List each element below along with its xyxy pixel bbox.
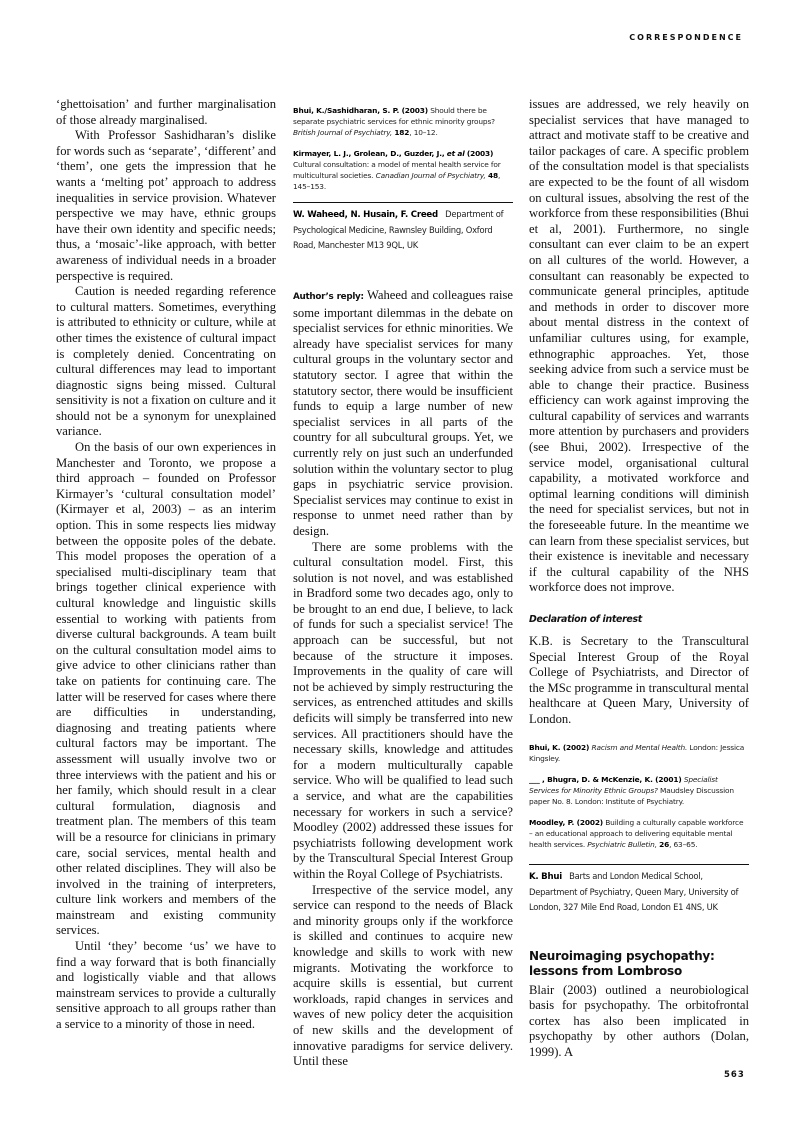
reference-item [293,105,513,138]
reference-list [293,105,513,192]
article-title [529,949,749,979]
ref-volume: 26 [659,839,670,849]
reference-item [529,817,749,850]
divider [529,864,749,865]
ref-journal: British Journal of Psychiatry, [293,128,393,137]
ref-publisher: London: Jessica Kingsley. [529,742,745,763]
ref-title: Building a culturally capable workforce – an educational approach to delivering equitable mental health services. [529,817,744,849]
article-title-line: Neuroimaging psychopathy: [529,948,715,963]
ref-title: Racism and Mental Health. [591,742,688,752]
ref-year: (2003) [466,149,494,158]
ref-authors: Moodley, P. (2002) [529,817,604,827]
reply-text: Waheed and colleagues raise some important dilemmas in the debate on specialist services for ethnic minorities. We already have specialist services for many cultural groups in the voluntary sector and statutory sector. I agree that within the statutory sector, there would be insufficient funds to equip a large number of new specialist services in all parts of the country for all subcultural groups. Yet, we currently rely on just such an underfunded solution within the voluntary sector to plug gaps in psychiatric service provision. Specialist services may continue to exist in response to unmet need rather than by design. [293,288,514,538]
page-number: 563 [724,1070,745,1080]
ref-title: Cultural consultation: a model of mental health service for multicultural societies. [293,160,501,180]
ref-title: Specialist Services for Minority Ethnic Groups? [529,774,718,795]
ref-etal: et al [446,149,465,158]
article-text: Blair (2003) outlined a neurobiological basis for psychopathy. The orbitofrontal cortex has also been implicated in psychopathy by other authors (Dolan, 1999). A [529,982,749,1059]
paragraph: issues are addressed, we rely heavily on specialist services that have managed to attract and motivate staff to be creative and tailor packages of care. A specific problem of the consultation model is that specialists are expected to be the fount of all wisdom on cultural issues, absolving the rest of the workforce from these responsibilities (Bhui et al, 2001). Furthermore, no single consultant can ever claim to be an expert on all cultures of the world. However, a consultant can reasonably be expected to communicate general principles, aptitude and methods in order to discover more about mental distress in the context of unfamiliar cultures using, for example, ethnographic approaches. Yet, those seeking advice from such a service must be able to change their practice. Business efficiency can work against improving the cultural capability of services and warrants more attention by purchasers and providers (see Bhui, 2002). Irrespective of the service model, organisational cultural capability, a motivated workforce and optimal learning conditions will diminish the need for specialist services, but not in the foreseeable future. In the meantime we can learn from these specialist services, but their existence is inevitable and necessary if the cultural capability of the NHS workforce does not improve. [529,97,749,595]
paragraph: Irrespective of the service model, any service can respond to the needs of Black and minority groups only if the workforce is skilled and continues to acquire new knowledge and skills to work with new migrants. Motivating the workforce to acquire skills is essential, but current workloads, rapid changes in services and waves of new policy deter the acquisition of new skills and the development of innovative paradigms for service delivery. Until these [293,882,513,1069]
column-2 [293,97,513,1070]
ref-pages: , 145–153. [293,171,501,191]
paragraph: On the basis of our own experiences in Manchester and Toronto, we propose a third approach – founded on Professor Kirmayer’s ‘cultural consultation model’ (Kirmayer et al, 2003) – as an interim option. This in some respects lies midway between the opposite poles of the debate. This model proposes the operation of a specialised multi-disciplinary team that brings together clinical experience with cultural knowledge and linguistic skills essential to working with patients from diverse cultural backgrounds. A team built on the cultural consultation model aims to give advice to other clinicians rather than take on patients for continuing care. The latter will be reserved for cases where there are difficulties in understanding, diagnosing and treating patients where cultural factors may be important. The assessment will usually involve two or three interviews with the patient and his or her family, which should result in a clear cultural formulation, diagnosis and treatment plan. The members of this team will be a resource for clinicians in primary care, social services, mental health and other related disciplines. They will also be involved in the training of interpreters, culture link workers and members of the mainstream and existing community services. [56,440,276,938]
reference-list [529,742,749,850]
ref-pages: , 63–65. [669,839,698,849]
ref-authors: ___ , Bhugra, D. & McKenzie, K. (2001) [529,774,682,784]
reference-item [529,774,749,807]
ref-volume: 48 [487,171,498,180]
paragraph: ‘ghettoisation’ and further marginalisation of those already marginalised. [56,97,276,127]
author-names: K. Bhui [529,871,562,882]
declaration-heading: Declaration of interest [529,614,642,625]
author-names: W. Waheed, N. Husain, F. Creed [293,210,438,220]
ref-pages: , 10–12. [409,128,438,137]
paragraph: Until ‘they’ become ‘us’ we have to find a way forward that is both financially and logistically viable and that allows mainstream services to provide a culturally sensitive approach to all groups rather than a service to a minority of those in need. [56,939,276,1032]
column-1 [56,97,276,1033]
ref-journal: Psychiatric Bulletin, [587,839,657,849]
declaration-text: K.B. is Secretary to the Transcultural Special Interest Group of the Royal College of Psychiatrists, and Director of the MSc programme in transcultural mental healthcare at Queen Mary, University of London. [529,634,749,726]
author-affiliation [293,207,513,253]
divider [293,202,513,203]
ref-authors: Kirmayer, L. J., Grolean, D., Guzder, J., [293,149,445,158]
column-3 [529,97,749,1061]
reply-lead: Author’s reply: [293,292,364,302]
paragraph: Caution is needed regarding reference to cultural matters. Sometimes, everything is attributed to ethnicity or culture, while at other times the existence of cultural impact is completely denied. Concentrating on cultural differences may lead to important diagnostic signs being missed. Cultural sensitivity is not a fixation on culture and it should not be a synonym for unexplained variance. [56,284,276,439]
reference-item [529,742,749,764]
reply-paragraph [293,288,513,540]
paragraph: There are some problems with the cultural consultation model. First, this solution is not novel, and was established in Bradford some two decades ago, only to be brought to an end due, I believe, to lack of funds for such a specialist service! The approach can be successful, but not because of the structure it imposes. Improvements in the quality of care will not be achieved by simply restructuring the services, as entrenched attitudes and skills deficits will simply be transferred into new services. All practitioners should have the necessary skills, knowledge and attitudes for a modern multiculturally capable service. Who will be qualified to lead such a service, and what are the capabilities necessary for workers in such a service? Moodley (2002) addressed these issues for psychiatrists following development work by the Transcultural Special Interest Group within the Royal College of Psychiatrists. [293,539,513,881]
author-address: Department of Psychological Medicine, Rawnsley Building, Oxford Road, Manchester M13 9QL, UK [293,209,504,250]
ref-title: Should there be separate psychiatric services for ethnic minority groups? [293,106,495,126]
ref-journal: Canadian Journal of Psychiatry, [375,171,486,180]
article-title-line: lessons from Lombroso [529,963,683,978]
paragraph: With Professor Sashidharan’s dislike for words such as ‘separate’, ‘different’ and ‘them’, one gets the impression that he wants a ‘melting pot’ approach to address inequalities in service provision. Whatever perspective we may have, ethnic groups have their own identity and specific needs; thus, a ‘mosaic’-like approach, with better awareness of individual needs in a broader perspective is required. [56,128,276,283]
ref-authors: Bhui, K./Sashidharan, S. P. (2003) [293,106,428,115]
author-address: Barts and London Medical School, Department of Psychiatry, Queen Mary, University of London, 327 Mile End Road, London E1 4NS, UK [529,870,739,912]
author-affiliation [529,869,749,915]
ref-volume: 182 [394,128,410,137]
section-label: CORRESPONDENCE [629,33,743,42]
reference-item [293,148,513,192]
ref-authors: Bhui, K. (2002) [529,742,590,752]
ref-publisher: Maudsley Discussion paper No. 8. London: Institute of Psychiatry. [529,785,734,806]
